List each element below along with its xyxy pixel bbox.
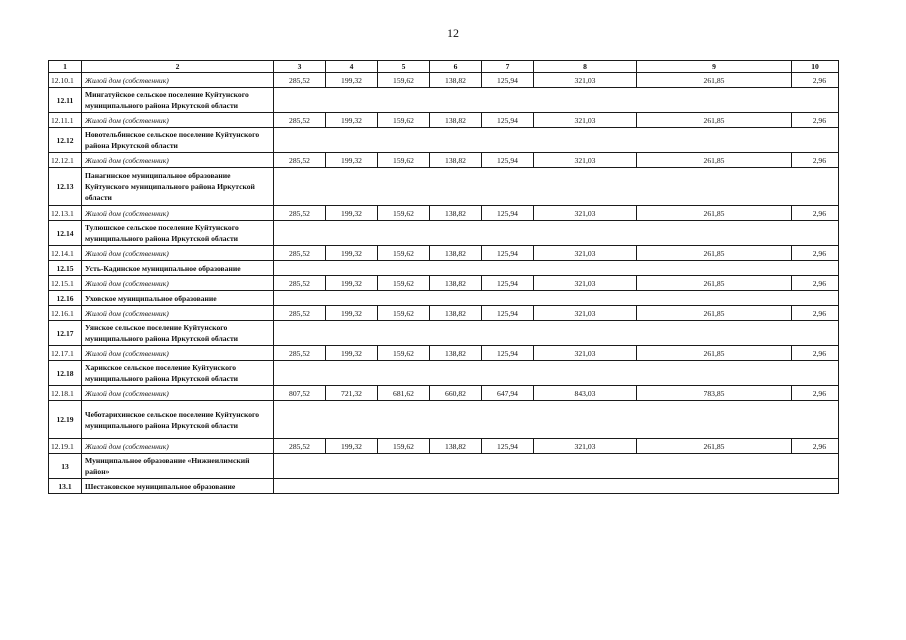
tariff-value: 138,82 xyxy=(430,306,482,321)
tariff-value: 159,62 xyxy=(378,113,430,128)
tariff-value: 2,96 xyxy=(792,206,839,221)
table-row xyxy=(49,386,839,401)
tariff-value: 647,94 xyxy=(482,386,534,401)
table-row xyxy=(49,153,839,168)
housing-type: Жилой дом (собственник) xyxy=(82,346,274,361)
tariff-value: 2,96 xyxy=(792,246,839,261)
section-title: Муниципальное образование «Нижнеилимский район» xyxy=(82,454,274,479)
tariff-value: 843,03 xyxy=(534,386,637,401)
section-empty-cell xyxy=(274,221,839,246)
column-header: 8 xyxy=(534,61,637,73)
tariff-value: 261,85 xyxy=(637,73,792,88)
section-code: 12.18 xyxy=(49,361,82,386)
tariff-value: 321,03 xyxy=(534,153,637,168)
tariff-value: 199,32 xyxy=(326,206,378,221)
tariff-value: 2,96 xyxy=(792,276,839,291)
row-code: 12.13.1 xyxy=(49,206,82,221)
tariff-value: 125,94 xyxy=(482,73,534,88)
section-code: 12.11 xyxy=(49,88,82,113)
tariff-value: 199,32 xyxy=(326,439,378,454)
tariff-value: 321,03 xyxy=(534,346,637,361)
tariff-value: 321,03 xyxy=(534,306,637,321)
tariff-value: 125,94 xyxy=(482,113,534,128)
tariff-value: 125,94 xyxy=(482,346,534,361)
section-code: 12.13 xyxy=(49,168,82,206)
row-code: 12.16.1 xyxy=(49,306,82,321)
tariff-value: 125,94 xyxy=(482,306,534,321)
tariff-value: 660,82 xyxy=(430,386,482,401)
section-title: Уянское сельское поселение Куйтунского муниципального района Иркутской области xyxy=(82,321,274,346)
tariff-value: 261,85 xyxy=(637,306,792,321)
table-row xyxy=(49,346,839,361)
tariff-value: 125,94 xyxy=(482,276,534,291)
tariff-value: 138,82 xyxy=(430,439,482,454)
row-code: 12.12.1 xyxy=(49,153,82,168)
tariff-value: 138,82 xyxy=(430,346,482,361)
section-title: Тулюшское сельское поселение Куйтунского муниципального района Иркутской области xyxy=(82,221,274,246)
section-empty-cell xyxy=(274,321,839,346)
tariff-value: 321,03 xyxy=(534,113,637,128)
tariff-value: 285,52 xyxy=(274,113,326,128)
table-row xyxy=(49,206,839,221)
row-code: 12.18.1 xyxy=(49,386,82,401)
column-header: 5 xyxy=(378,61,430,73)
tariff-value: 285,52 xyxy=(274,153,326,168)
table-row xyxy=(49,439,839,454)
tariff-value: 159,62 xyxy=(378,439,430,454)
table-row xyxy=(49,276,839,291)
tariff-value: 261,85 xyxy=(637,113,792,128)
tariff-value: 2,96 xyxy=(792,73,839,88)
tariff-value: 285,52 xyxy=(274,73,326,88)
housing-type: Жилой дом (собственник) xyxy=(82,386,274,401)
tariff-value: 321,03 xyxy=(534,206,637,221)
table-row xyxy=(49,246,839,261)
tariff-table xyxy=(48,60,839,494)
tariff-value: 807,52 xyxy=(274,386,326,401)
section-row xyxy=(49,479,839,494)
tariff-value: 159,62 xyxy=(378,73,430,88)
housing-type: Жилой дом (собственник) xyxy=(82,206,274,221)
section-row xyxy=(49,128,839,153)
tariff-value: 285,52 xyxy=(274,246,326,261)
row-code: 12.11.1 xyxy=(49,113,82,128)
tariff-value: 261,85 xyxy=(637,153,792,168)
column-header: 3 xyxy=(274,61,326,73)
section-empty-cell xyxy=(274,168,839,206)
table-row xyxy=(49,73,839,88)
tariff-value: 285,52 xyxy=(274,206,326,221)
tariff-value: 159,62 xyxy=(378,153,430,168)
housing-type: Жилой дом (собственник) xyxy=(82,276,274,291)
section-row xyxy=(49,261,839,276)
section-code: 12.12 xyxy=(49,128,82,153)
section-row xyxy=(49,401,839,439)
tariff-value: 125,94 xyxy=(482,439,534,454)
page-number: 12 xyxy=(447,26,459,40)
tariff-value: 2,96 xyxy=(792,306,839,321)
tariff-value: 199,32 xyxy=(326,113,378,128)
tariff-value: 125,94 xyxy=(482,153,534,168)
section-title: Мингатуйское сельское поселение Куйтунского муниципального района Иркутской области xyxy=(82,88,274,113)
section-row xyxy=(49,454,839,479)
column-header: 6 xyxy=(430,61,482,73)
tariff-value: 721,32 xyxy=(326,386,378,401)
tariff-value: 285,52 xyxy=(274,439,326,454)
tariff-value: 159,62 xyxy=(378,306,430,321)
tariff-value: 285,52 xyxy=(274,346,326,361)
housing-type: Жилой дом (собственник) xyxy=(82,439,274,454)
tariff-value: 321,03 xyxy=(534,439,637,454)
tariff-value: 261,85 xyxy=(637,206,792,221)
section-code: 12.17 xyxy=(49,321,82,346)
section-title: Харикское сельское поселение Куйтунского муниципального района Иркутской области xyxy=(82,361,274,386)
section-empty-cell xyxy=(274,454,839,479)
tariff-value: 2,96 xyxy=(792,113,839,128)
section-code: 12.15 xyxy=(49,261,82,276)
tariff-value: 138,82 xyxy=(430,153,482,168)
column-header: 10 xyxy=(792,61,839,73)
tariff-value: 138,82 xyxy=(430,276,482,291)
section-code: 13 xyxy=(49,454,82,479)
tariff-value: 321,03 xyxy=(534,246,637,261)
row-code: 12.10.1 xyxy=(49,73,82,88)
section-code: 12.19 xyxy=(49,401,82,439)
tariff-value: 159,62 xyxy=(378,346,430,361)
tariff-value: 285,52 xyxy=(274,306,326,321)
column-header: 9 xyxy=(637,61,792,73)
row-code: 12.15.1 xyxy=(49,276,82,291)
column-header: 2 xyxy=(82,61,274,73)
housing-type: Жилой дом (собственник) xyxy=(82,153,274,168)
row-code: 12.17.1 xyxy=(49,346,82,361)
section-title: Чеботарихинское сельское поселение Куйтунского муниципального района Иркутской области xyxy=(82,401,274,439)
tariff-value: 285,52 xyxy=(274,276,326,291)
tariff-value: 321,03 xyxy=(534,276,637,291)
tariff-value: 138,82 xyxy=(430,206,482,221)
housing-type: Жилой дом (собственник) xyxy=(82,113,274,128)
section-row xyxy=(49,88,839,113)
section-title: Усть-Кадинское муниципальное образование xyxy=(82,261,274,276)
section-row xyxy=(49,221,839,246)
tariff-value: 199,32 xyxy=(326,153,378,168)
column-header: 7 xyxy=(482,61,534,73)
section-title: Шестаковское муниципальное образование xyxy=(82,479,274,494)
section-empty-cell xyxy=(274,479,839,494)
tariff-value: 321,03 xyxy=(534,73,637,88)
table-row xyxy=(49,306,839,321)
tariff-value: 2,96 xyxy=(792,346,839,361)
row-code: 12.14.1 xyxy=(49,246,82,261)
tariff-table-body xyxy=(49,61,839,494)
tariff-value: 125,94 xyxy=(482,206,534,221)
tariff-value: 159,62 xyxy=(378,206,430,221)
section-title: Новотельбинское сельское поселение Куйтунского района Иркутской области xyxy=(82,128,274,153)
section-row xyxy=(49,168,839,206)
housing-type: Жилой дом (собственник) xyxy=(82,306,274,321)
section-title: Уховское муниципальное образование xyxy=(82,291,274,306)
section-empty-cell xyxy=(274,291,839,306)
column-header: 4 xyxy=(326,61,378,73)
housing-type: Жилой дом (собственник) xyxy=(82,73,274,88)
tariff-value: 783,85 xyxy=(637,386,792,401)
column-header: 1 xyxy=(49,61,82,73)
tariff-value: 138,82 xyxy=(430,246,482,261)
tariff-value: 199,32 xyxy=(326,246,378,261)
housing-type: Жилой дом (собственник) xyxy=(82,246,274,261)
table-row xyxy=(49,113,839,128)
column-header-row xyxy=(49,61,839,73)
section-row xyxy=(49,361,839,386)
tariff-value: 2,96 xyxy=(792,439,839,454)
row-code: 12.19.1 xyxy=(49,439,82,454)
section-code: 12.16 xyxy=(49,291,82,306)
tariff-value: 261,85 xyxy=(637,439,792,454)
section-code: 12.14 xyxy=(49,221,82,246)
tariff-value: 199,32 xyxy=(326,276,378,291)
section-row xyxy=(49,291,839,306)
tariff-value: 138,82 xyxy=(430,73,482,88)
tariff-value: 261,85 xyxy=(637,246,792,261)
tariff-value: 261,85 xyxy=(637,346,792,361)
section-empty-cell xyxy=(274,88,839,113)
tariff-value: 199,32 xyxy=(326,73,378,88)
tariff-value: 125,94 xyxy=(482,246,534,261)
section-empty-cell xyxy=(274,128,839,153)
tariff-value: 681,62 xyxy=(378,386,430,401)
section-row xyxy=(49,321,839,346)
section-code: 13.1 xyxy=(49,479,82,494)
section-title: Панагинское муниципальное образование Куйтунского муниципального района Иркутской области xyxy=(82,168,274,206)
section-empty-cell xyxy=(274,361,839,386)
tariff-value: 138,82 xyxy=(430,113,482,128)
tariff-value: 159,62 xyxy=(378,246,430,261)
tariff-value: 199,32 xyxy=(326,346,378,361)
section-empty-cell xyxy=(274,261,839,276)
section-empty-cell xyxy=(274,401,839,439)
tariff-value: 159,62 xyxy=(378,276,430,291)
tariff-value: 2,96 xyxy=(792,153,839,168)
tariff-value: 2,96 xyxy=(792,386,839,401)
tariff-value: 261,85 xyxy=(637,276,792,291)
tariff-value: 199,32 xyxy=(326,306,378,321)
